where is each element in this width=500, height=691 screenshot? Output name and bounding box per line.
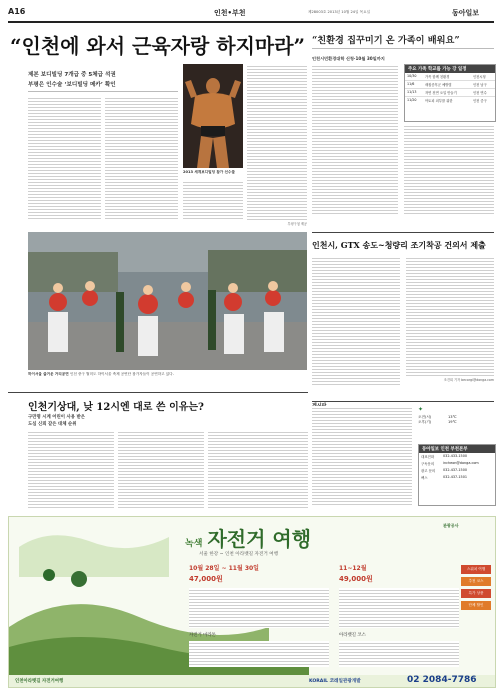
weather-value: 19℃ [448,420,457,424]
issue-info: 제28003호 2013년 10월 24일 목요일 [308,10,371,14]
ad-offer-2-price: 49,000원 [339,575,373,583]
page-number: A16 [8,7,26,16]
ad-phone: 02 2084-7786 [407,675,477,685]
ad-offer-2-text-2 [339,641,459,667]
contact-label: 팩스 [421,476,428,480]
sidebar-table-place: 인천 중구 [473,99,487,103]
weather-label: 오후(기) [418,420,432,424]
gtx-article-col-2 [406,256,494,376]
contact-title: 동아일보 인천 부천본부 [419,445,495,453]
sidebar-table-topic: 아토피 피부를 위한 [425,99,453,103]
weather-box [418,406,494,436]
channel-icon: ✦ [418,406,424,413]
sidebar-table-place: 인천 남구 [473,83,487,87]
gtx-top-rule [312,232,494,233]
ad-offer-1-label: 자전거 마라톤 [189,633,216,638]
contact-value: incheon@donga.com [443,461,479,465]
sidebar-rule [312,48,494,49]
photo1-caption [183,170,243,175]
ad-badges [461,565,491,610]
main-article-col-4 [247,64,307,220]
main-subhead-2: 부평은 인수술 ‘보디빌딩 메카’ 확인 [28,82,116,88]
weather-row [418,420,494,425]
ad-badge: 추천 코스 [461,577,491,586]
photo1-credit: 부평구청 제공 [287,222,307,226]
info-article-col-3 [208,430,308,508]
mid-rule [8,392,308,393]
main-article-col-3 [183,180,243,220]
sidebar-subhead: 인천시민환경대학 신청·10월 30일까지 [312,56,385,61]
sidebar-table-place: 인천 연수 [473,91,487,95]
contact-row [419,453,495,460]
info-subhead-2: 도심 신뢰 같은 대체 순위 [28,422,77,427]
contact-label: 광고 문의 [421,469,436,473]
sidebar-table-row [405,73,495,81]
festival-caption-text: 인천 중구 월미도 하이서울 축제 공연단 참가자들이 공연하고 있다. [69,372,174,376]
ad-brand: KORAIL 코레일관광개발 [309,679,361,684]
festival-caption-title: 하이서울 줄거운 거리공연 [28,372,69,376]
info-subhead-1: 구만명 시계 어린이 사용 받은 [28,415,86,420]
notice-text [312,406,412,506]
sidebar-table-row [405,97,495,104]
info-article-col-1 [28,430,114,508]
sidebar-table-date: 11/13 [407,90,417,94]
ad-footer-text: 인천아라뱃길 자전거여행 [15,679,64,684]
ad-title [185,523,311,552]
info-headline: 인천기상대, 낮 12시엔 대로 쓴 이유는? [28,402,204,413]
sidebar-table-title: 주요 가족 학교를 가능 강 일정 [405,65,495,73]
sidebar-table-row [405,81,495,89]
gtx-article-col-1 [312,256,400,386]
contact-row [419,474,495,481]
sidebar-table-topic: 자연 천연 오일 만들기 [425,91,457,95]
main-article-col-1 [28,96,101,220]
contact-label: 대표전화 [421,455,435,459]
ad-offer-1 [189,563,329,675]
sidebar-table-place: 인천시청 [473,75,486,79]
ad-subtitle: 서울 한강 ~ 인천 아라뱃길 자전거 여행 [199,552,279,557]
contact-row [419,467,495,474]
contact-value: 032-437-1500 [443,468,468,472]
sidebar-table-date: 11/20 [407,98,417,102]
ad-offer-2-text [339,588,459,628]
main-subhead-1: 제본 보디빌딩 7개급 중 5체급 석권 [28,72,116,78]
photo1-caption-text: 2013 세계보디빌딩 참가 선수들 [183,170,235,174]
sidebar-table-date: 10/30 [407,74,417,78]
ad-offer-1-head: 10월 28일 ~ 11월 30일 [189,565,259,572]
main-article-col-2 [105,96,178,220]
gtx-headline: 인천시, GTX 송도~청량리 조기착공 건의서 제출 [312,240,486,250]
main-headline: “인천에 와서 근육자랑 하지마라” [10,34,306,58]
ad-offer-2-label: 아라뱃길 코스 [339,633,366,638]
ad-offer-1-text-2 [189,641,329,667]
festival-caption [28,372,307,388]
contact-row [419,460,495,467]
ad-title-main: 자전거 여행 [207,527,312,551]
sidebar-headline: “친환경 집꾸미기 온 가족이 배워요” [312,35,460,46]
subhead-divider [28,91,178,92]
sidebar-text-col-1 [312,64,398,214]
sidebar-table-box [404,64,496,122]
ad-offer-1-price: 47,000원 [189,575,223,583]
bodybuilder-illustration [183,64,243,168]
ad-offer-2 [339,563,459,675]
contact-box [418,444,496,506]
sidebar-text-col-2 [404,124,494,214]
sidebar-table-topic: 가족 함께 친환경 [425,75,450,79]
ad-title-small: 녹색 [185,539,203,549]
notice-board [312,392,494,512]
sidebar-table-date: 11/6 [407,82,415,86]
gtx-byline: 조건희 기자 becorgi@donga.com [443,378,494,382]
bodybuilder-photo [183,64,243,168]
ad-badge: 스위치 여행 [461,565,491,574]
contact-value: 032-433-1500 [443,454,468,458]
weather-label: 오전(서) [418,415,432,419]
sidebar-table-row [405,89,495,97]
weather-value: 13℃ [448,415,457,419]
notice-title-bar [312,392,494,402]
ad-badge: 단체 할인 [461,601,491,610]
info-article-col-2 [118,430,204,508]
contact-label: 구독문의 [421,462,435,466]
masthead [8,6,494,20]
section-title: 인천•부천 [214,9,246,17]
ad-badge: 특가 상품 [461,589,491,598]
sidebar-table-topic: 새집증후군 예방법 [425,83,452,87]
festival-illustration [28,232,307,370]
bicycle-tour-ad [8,516,496,688]
contact-value: 032-437-1501 [443,475,468,479]
eco-sidebar [312,30,494,230]
ad-offer-2-head: 11~12월 [339,565,367,572]
festival-photo [28,232,307,370]
ad-footer [9,675,495,687]
ad-stamp: 관광공사 [443,523,459,528]
ad-offer-1-text [189,588,329,628]
masthead-rule [8,21,494,23]
paper-name: 동아일보 [452,9,480,17]
